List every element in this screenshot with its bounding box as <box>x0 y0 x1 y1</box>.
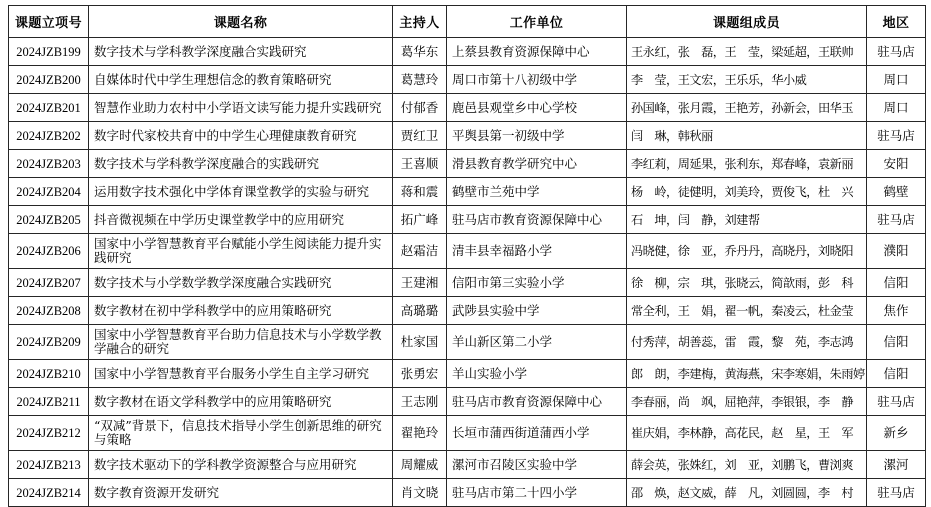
host-cell: 王志刚 <box>393 388 447 416</box>
table-row <box>9 416 926 451</box>
members-cell: 王永红，张 磊，王 莹，梁延超，王联帅 <box>627 38 867 66</box>
project-id-cell: 2024JZB208 <box>9 297 89 325</box>
header-host: 主持人 <box>393 6 447 38</box>
header-row <box>9 6 926 38</box>
project-id-cell: 2024JZB202 <box>9 122 89 150</box>
project-id-cell: 2024JZB205 <box>9 206 89 234</box>
work-unit-cell: 驻马店市教育资源保障中心 <box>447 388 627 416</box>
region-cell: 周口 <box>867 94 926 122</box>
work-unit-cell: 清丰县幸福路小学 <box>447 234 627 269</box>
host-cell: 高璐璐 <box>393 297 447 325</box>
project-title-cell: 抖音微视频在中学历史课堂教学中的应用研究 <box>89 206 393 234</box>
work-unit-cell: 周口市第十八初级中学 <box>447 66 627 94</box>
host-cell: 杜家国 <box>393 325 447 360</box>
project-id-cell: 2024JZB213 <box>9 451 89 479</box>
host-cell: 葛慧玲 <box>393 66 447 94</box>
table-row <box>9 38 926 66</box>
region-cell: 安阳 <box>867 150 926 178</box>
region-cell: 濮阳 <box>867 234 926 269</box>
table-row <box>9 178 926 206</box>
table-row <box>9 66 926 94</box>
table-row <box>9 150 926 178</box>
members-cell: 崔庆娟，李林静，高花民，赵 星，王 军 <box>627 416 867 451</box>
project-title-cell: 国家中小学智慧教育平台助力信息技术与小学数学教学融合的研究 <box>89 325 393 360</box>
work-unit-cell: 驻马店市第二十四小学 <box>447 479 627 507</box>
host-cell: 王喜顺 <box>393 150 447 178</box>
project-title-cell: 数字教材在初中学科教学中的应用策略研究 <box>89 297 393 325</box>
members-cell: 李红莉，周延果，张利东，郑春峰，袁新丽 <box>627 150 867 178</box>
project-title-cell: 国家中小学智慧教育平台赋能小学生阅读能力提升实践研究 <box>89 234 393 269</box>
project-id-cell: 2024JZB199 <box>9 38 89 66</box>
work-unit-cell: 羊山实验小学 <box>447 360 627 388</box>
work-unit-cell: 羊山新区第二小学 <box>447 325 627 360</box>
table-row <box>9 297 926 325</box>
host-cell: 贾红卫 <box>393 122 447 150</box>
host-cell: 付郁香 <box>393 94 447 122</box>
host-cell: 蒋和震 <box>393 178 447 206</box>
host-cell: 赵霜洁 <box>393 234 447 269</box>
project-title-cell: “双减”背景下，信息技术指导小学生创新思维的研究与策略 <box>89 416 393 451</box>
table-row <box>9 325 926 360</box>
host-cell: 翟艳玲 <box>393 416 447 451</box>
members-cell: 冯晓健，徐 亚，乔丹丹，高晓丹，刘晓阳 <box>627 234 867 269</box>
project-id-cell: 2024JZB206 <box>9 234 89 269</box>
host-cell: 肖文晓 <box>393 479 447 507</box>
research-projects-table <box>8 5 926 507</box>
host-cell: 葛华东 <box>393 38 447 66</box>
members-cell: 付秀萍，胡善蕊，雷 霞，黎 苑，李志鸿 <box>627 325 867 360</box>
region-cell: 焦作 <box>867 297 926 325</box>
project-id-cell: 2024JZB203 <box>9 150 89 178</box>
project-id-cell: 2024JZB204 <box>9 178 89 206</box>
project-title-cell: 数字教材在语文学科教学中的应用策略研究 <box>89 388 393 416</box>
project-id-cell: 2024JZB212 <box>9 416 89 451</box>
region-cell: 信阳 <box>867 360 926 388</box>
project-id-cell: 2024JZB201 <box>9 94 89 122</box>
region-cell: 信阳 <box>867 269 926 297</box>
members-cell: 闫 琳，韩秋丽 <box>627 122 867 150</box>
header-work-unit: 工作单位 <box>447 6 627 38</box>
project-id-cell: 2024JZB207 <box>9 269 89 297</box>
project-id-cell: 2024JZB211 <box>9 388 89 416</box>
table-row <box>9 479 926 507</box>
header-members: 课题组成员 <box>627 6 867 38</box>
header-project-id: 课题立项号 <box>9 6 89 38</box>
project-id-cell: 2024JZB214 <box>9 479 89 507</box>
work-unit-cell: 驻马店市教育资源保障中心 <box>447 206 627 234</box>
host-cell: 拓广峰 <box>393 206 447 234</box>
project-title-cell: 智慧作业助力农村中小学语文读写能力提升实践研究 <box>89 94 393 122</box>
members-cell: 李春丽，尚 飒，屈艳萍，李银银，李 静 <box>627 388 867 416</box>
project-title-cell: 数字技术与小学数学教学深度融合实践研究 <box>89 269 393 297</box>
table-container <box>8 5 925 507</box>
project-title-cell: 数字技术与学科教学深度融合实践研究 <box>89 38 393 66</box>
project-id-cell: 2024JZB210 <box>9 360 89 388</box>
table-row <box>9 234 926 269</box>
project-title-cell: 数字时代家校共育中的中学生心理健康教育研究 <box>89 122 393 150</box>
members-cell: 邵 焕，赵文威，薛 凡，刘圆圆，李 村 <box>627 479 867 507</box>
work-unit-cell: 鹿邑县观堂乡中心学校 <box>447 94 627 122</box>
members-cell: 徐 柳，宗 琪，张晓云，简歆雨，彭 科 <box>627 269 867 297</box>
table-header <box>9 6 926 38</box>
region-cell: 驻马店 <box>867 479 926 507</box>
table-body <box>9 38 926 507</box>
table-row <box>9 94 926 122</box>
members-cell: 郎 朗，李建梅，黄海燕，宋李寒娟，朱雨婷 <box>627 360 867 388</box>
project-title-cell: 数字技术与学科教学深度融合的实践研究 <box>89 150 393 178</box>
work-unit-cell: 上蔡县教育资源保障中心 <box>447 38 627 66</box>
region-cell: 周口 <box>867 66 926 94</box>
work-unit-cell: 滑县教育教学研究中心 <box>447 150 627 178</box>
work-unit-cell: 平舆县第一初级中学 <box>447 122 627 150</box>
table-row <box>9 360 926 388</box>
region-cell: 新乡 <box>867 416 926 451</box>
members-cell: 薛会英，张姝红，刘 亚，刘鹏飞，曹浏爽 <box>627 451 867 479</box>
project-title-cell: 运用数字技术强化中学体育课堂教学的实验与研究 <box>89 178 393 206</box>
region-cell: 驻马店 <box>867 38 926 66</box>
project-title-cell: 国家中小学智慧教育平台服务小学生自主学习研究 <box>89 360 393 388</box>
region-cell: 鹤壁 <box>867 178 926 206</box>
region-cell: 驻马店 <box>867 206 926 234</box>
project-title-cell: 数字教育资源开发研究 <box>89 479 393 507</box>
project-title-cell: 数字技术驱动下的学科教学资源整合与应用研究 <box>89 451 393 479</box>
table-row <box>9 206 926 234</box>
work-unit-cell: 信阳市第三实验小学 <box>447 269 627 297</box>
header-region: 地区 <box>867 6 926 38</box>
members-cell: 常全利，王 娟，翟一帆，秦凌云，杜金莹 <box>627 297 867 325</box>
region-cell: 漯河 <box>867 451 926 479</box>
table-row <box>9 269 926 297</box>
host-cell: 周耀威 <box>393 451 447 479</box>
work-unit-cell: 漯河市召陵区实验中学 <box>447 451 627 479</box>
project-id-cell: 2024JZB200 <box>9 66 89 94</box>
table-row <box>9 451 926 479</box>
project-title-cell: 自媒体时代中学生理想信念的教育策略研究 <box>89 66 393 94</box>
members-cell: 石 坤，闫 静，刘建帮 <box>627 206 867 234</box>
header-project-title: 课题名称 <box>89 6 393 38</box>
members-cell: 李 莹，王文宏，王乐乐，华小威 <box>627 66 867 94</box>
table-row <box>9 388 926 416</box>
members-cell: 杨 岭，徒健明，刘美玲，贾俊飞，杜 兴 <box>627 178 867 206</box>
members-cell: 孙国峰，张月霞，王艳芳，孙新会，田华玉 <box>627 94 867 122</box>
host-cell: 张勇宏 <box>393 360 447 388</box>
region-cell: 驻马店 <box>867 388 926 416</box>
work-unit-cell: 长垣市蒲西街道蒲西小学 <box>447 416 627 451</box>
region-cell: 信阳 <box>867 325 926 360</box>
table-row <box>9 122 926 150</box>
host-cell: 王建湘 <box>393 269 447 297</box>
work-unit-cell: 鹤壁市兰苑中学 <box>447 178 627 206</box>
work-unit-cell: 武陟县实验中学 <box>447 297 627 325</box>
region-cell: 驻马店 <box>867 122 926 150</box>
project-id-cell: 2024JZB209 <box>9 325 89 360</box>
